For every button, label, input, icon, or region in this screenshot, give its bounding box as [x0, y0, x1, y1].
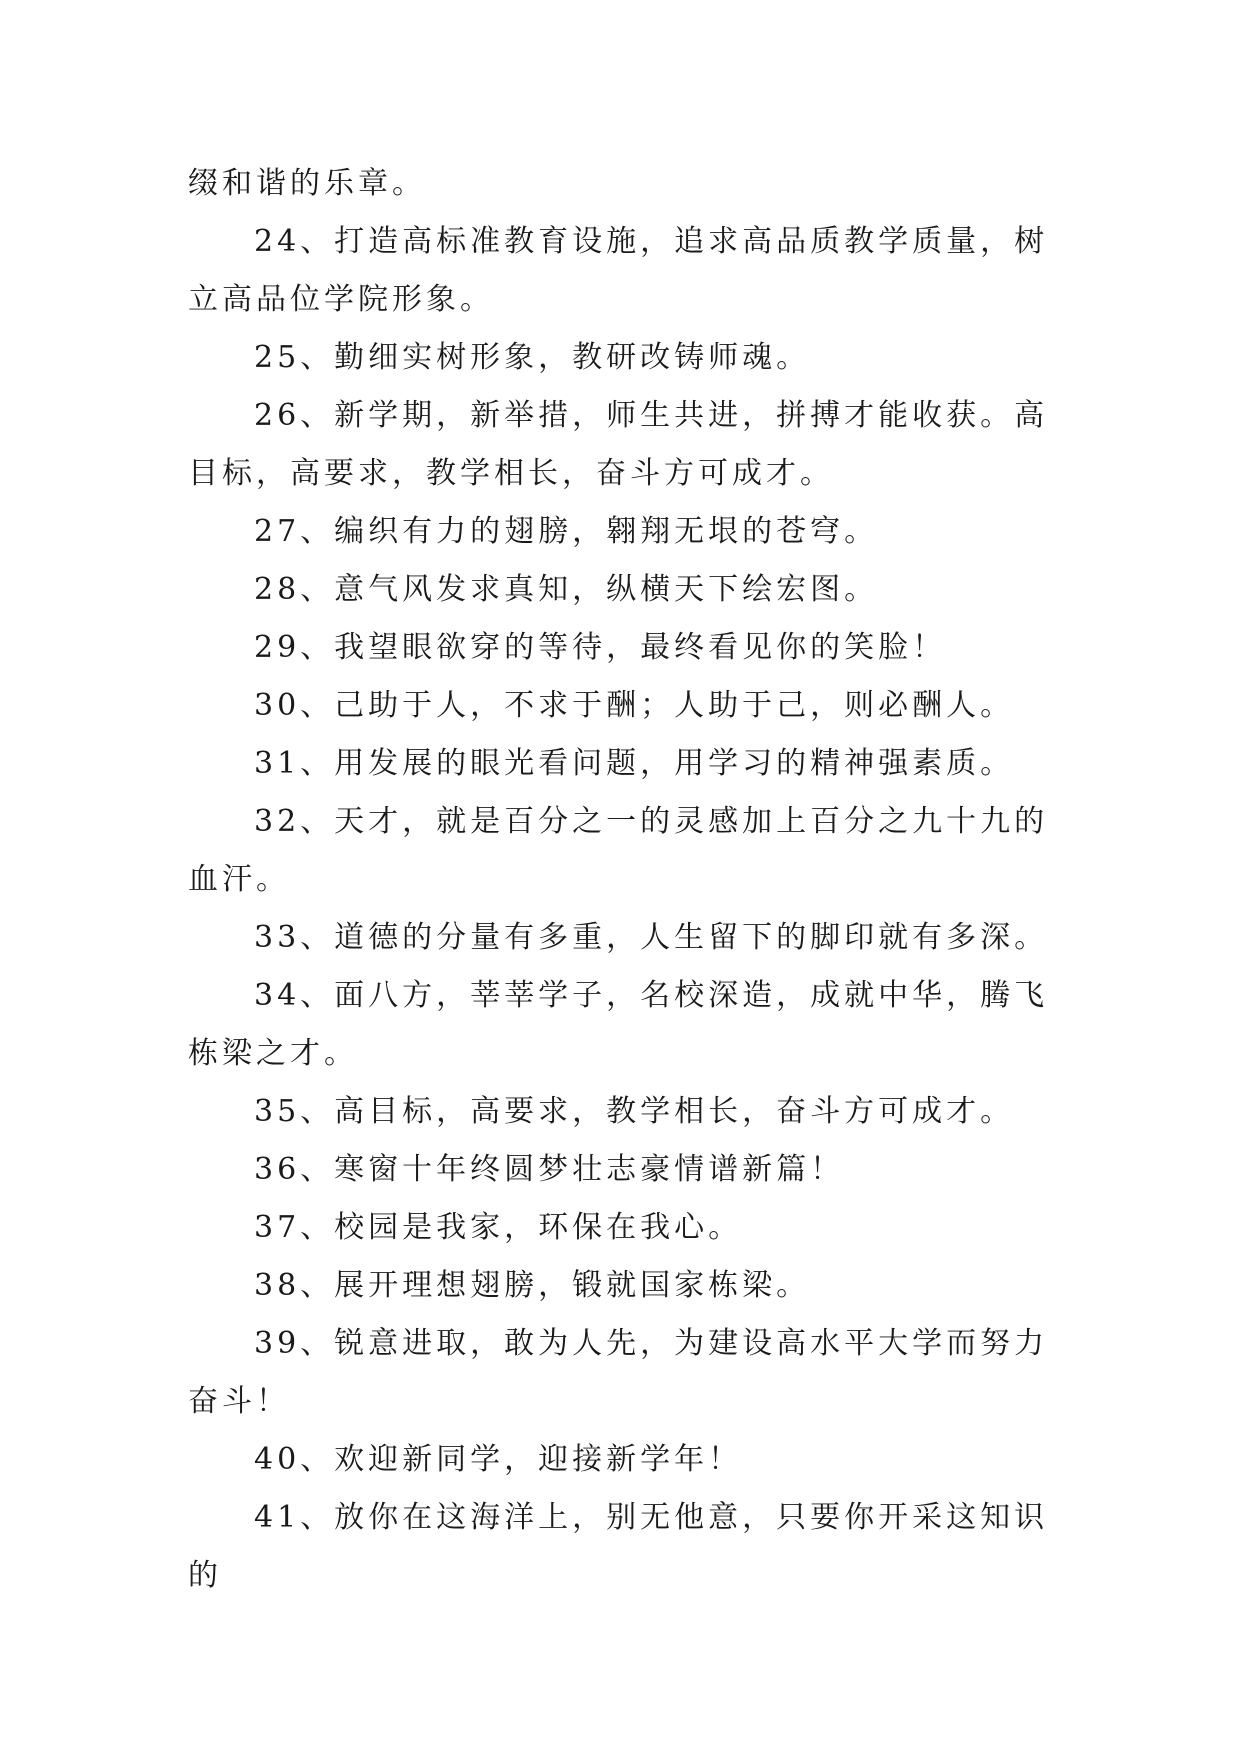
paragraph-33: 33、道德的分量有多重，人生留下的脚印就有多深。	[254, 920, 1049, 955]
paragraph-30: 30、己助于人，不求于酬；人助于己，则必酬人。	[254, 688, 1015, 723]
paragraph-32: 32、天才，就是百分之一的灵感加上百分之九十九的血汗。	[188, 804, 1049, 897]
paragraph-41: 41、放你在这海洋上，别无他意，只要你开采这知识的	[188, 1500, 1049, 1593]
paragraph-35: 35、高目标，高要求，教学相长，奋斗方可成才。	[254, 1094, 1015, 1129]
paragraph-36: 36、寒窗十年终圆梦壮志豪情谱新篇！	[254, 1152, 845, 1187]
paragraph-40: 40、欢迎新同学，迎接新学年！	[254, 1442, 743, 1477]
paragraph-38: 38、展开理想翅膀，锻就国家栋梁。	[254, 1268, 811, 1303]
paragraph-31: 31、用发展的眼光看问题，用学习的精神强素质。	[254, 746, 1015, 781]
paragraph-29: 29、我望眼欲穿的等待，最终看见你的笑脸！	[254, 630, 947, 665]
document-body	[188, 155, 1056, 1605]
paragraph-34: 34、面八方，莘莘学子，名校深造，成就中华，腾飞栋梁之才。	[188, 978, 1049, 1071]
paragraph-37: 37、校园是我家，环保在我心。	[254, 1210, 743, 1245]
paragraph-28: 28、意气风发求真知，纵横天下绘宏图。	[254, 572, 879, 607]
paragraph-25: 25、勤细实树形象，教研改铸师魂。	[254, 340, 811, 375]
paragraph-27: 27、编织有力的翅膀，翱翔无垠的苍穹。	[254, 514, 879, 549]
paragraph-continuation: 缀和谐的乐章。	[188, 166, 426, 201]
paragraph-26: 26、新学期，新举措，师生共进，拼搏才能收获。高目标，高要求，教学相长，奋斗方可成才。	[188, 398, 1049, 491]
paragraph-39: 39、锐意进取，敢为人先，为建设高水平大学而努力奋斗！	[188, 1326, 1049, 1419]
paragraph-24: 24、打造高标准教育设施，追求高品质教学质量，树立高品位学院形象。	[188, 224, 1049, 317]
